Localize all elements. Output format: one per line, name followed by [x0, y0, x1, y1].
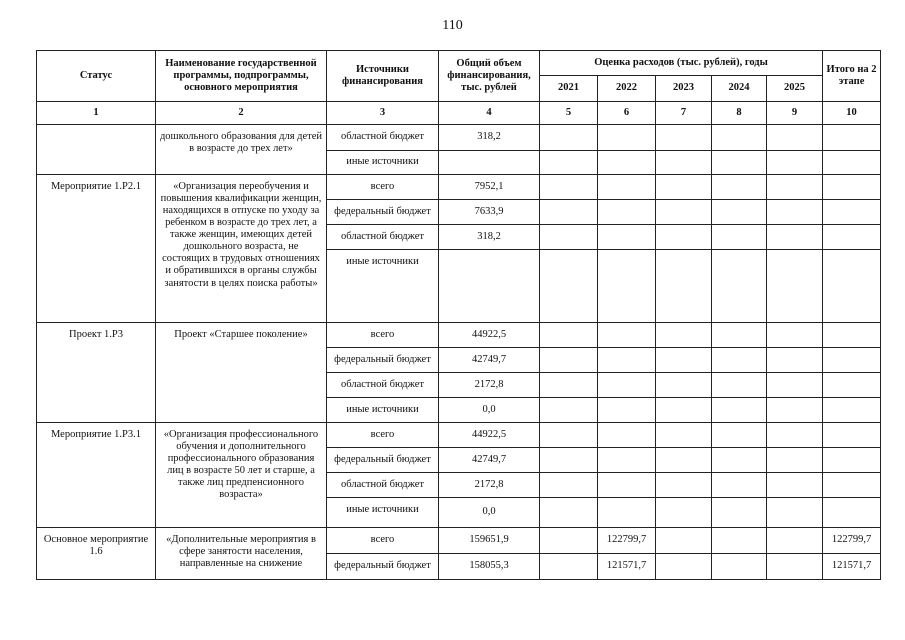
total-value: 159651,9 [439, 528, 540, 554]
total-value: 2172,8 [439, 373, 540, 398]
value-2022: 121571,7 [598, 554, 656, 580]
funding-source: федеральный бюджет [327, 348, 439, 373]
total-value: 44922,5 [439, 423, 540, 448]
value-2022 [598, 398, 656, 423]
funding-source: всего [327, 323, 439, 348]
value-2022 [598, 473, 656, 498]
total-value: 7952,1 [439, 175, 540, 200]
page-number: 110 [442, 18, 463, 33]
funding-source: областной бюджет [327, 225, 439, 250]
column-number: 4 [439, 102, 540, 125]
value-2022 [598, 423, 656, 448]
value-2022 [598, 151, 656, 175]
header-total: Общий объем финансирования, тыс. рублей [439, 51, 540, 102]
row-name: «Дополнительные мероприятия в сфере занятости населения, направленные на снижение [156, 528, 327, 580]
value-2022 [598, 448, 656, 473]
stage-total-value [823, 125, 881, 151]
header-year: 2023 [656, 76, 712, 102]
total-value: 42749,7 [439, 448, 540, 473]
row-name: дошкольного образования для детей в возрасте до трех лет» [156, 125, 327, 175]
funding-source: областной бюджет [327, 125, 439, 151]
total-value [439, 250, 540, 323]
funding-source: иные источники [327, 151, 439, 175]
stage-total-value [823, 373, 881, 398]
stage-total-value [823, 250, 881, 323]
value-2022 [598, 348, 656, 373]
funding-source: всего [327, 423, 439, 448]
funding-source: иные источники [327, 250, 439, 323]
funding-source: иные источники [327, 398, 439, 423]
value-2022 [598, 175, 656, 200]
row-name: Проект «Старшее поколение» [156, 323, 327, 423]
stage-total-value [823, 473, 881, 498]
total-value: 0,0 [439, 498, 540, 528]
stage-total-value [823, 498, 881, 528]
column-number: 1 [37, 102, 156, 125]
column-number: 8 [712, 102, 767, 125]
value-2022 [598, 373, 656, 398]
funding-source: федеральный бюджет [327, 200, 439, 225]
total-value: 318,2 [439, 225, 540, 250]
value-2022: 122799,7 [598, 528, 656, 554]
row-status [37, 125, 156, 175]
header-sources: Источники финансирования [327, 51, 439, 102]
funding-source: всего [327, 528, 439, 554]
stage-total-value [823, 448, 881, 473]
stage-total-value [823, 225, 881, 250]
stage-total-value [823, 151, 881, 175]
header-estimate: Оценка расходов (тыс. рублей), годы [540, 51, 823, 76]
total-value: 158055,3 [439, 554, 540, 580]
stage-total-value [823, 323, 881, 348]
total-value: 2172,8 [439, 473, 540, 498]
stage-total-value: 121571,7 [823, 554, 881, 580]
funding-source: всего [327, 175, 439, 200]
stage-total-value [823, 175, 881, 200]
stage-total-value [823, 348, 881, 373]
stage-total-value [823, 423, 881, 448]
funding-source: федеральный бюджет [327, 448, 439, 473]
column-number: 2 [156, 102, 327, 125]
funding-source: федеральный бюджет [327, 554, 439, 580]
total-value: 44922,5 [439, 323, 540, 348]
row-name: «Организация профессионального обучения и дополнительного профессионального образования лиц в возрасте 50 лет и старше, а также лиц предпенсионного возраста» [156, 423, 327, 528]
row-name: «Организация переобучения и повышения квалификации женщин, находящихся в отпуске по уходу за ребенком в возрасте до трех лет, а также женщин, имеющих детей дошкольного возраста, не состоящих в трудовых отношениях и обратившихся в органы службы занятости в целях поиска работы» [156, 175, 327, 323]
column-number: 10 [823, 102, 881, 125]
row-status: Мероприятие 1.Р2.1 [37, 175, 156, 323]
stage-total-value [823, 398, 881, 423]
column-number: 6 [598, 102, 656, 125]
funding-source: областной бюджет [327, 373, 439, 398]
header-year: 2022 [598, 76, 656, 102]
row-status: Мероприятие 1.Р3.1 [37, 423, 156, 528]
column-number: 9 [767, 102, 823, 125]
total-value [439, 151, 540, 175]
column-number: 7 [656, 102, 712, 125]
total-value: 7633,9 [439, 200, 540, 225]
funding-source: иные источники [327, 498, 439, 528]
row-status: Основное мероприятие 1.6 [37, 528, 156, 580]
budget-table [36, 50, 881, 580]
header-year: 2021 [540, 76, 598, 102]
row-status: Проект 1.Р3 [37, 323, 156, 423]
stage-total-value: 122799,7 [823, 528, 881, 554]
header-name: Наименование государственной программы, подпрограммы, основного мероприятия [156, 51, 327, 102]
column-number: 3 [327, 102, 439, 125]
total-value: 0,0 [439, 398, 540, 423]
column-number: 5 [540, 102, 598, 125]
stage-total-value [823, 200, 881, 225]
value-2022 [598, 200, 656, 225]
header-status: Статус [37, 51, 156, 102]
value-2022 [598, 125, 656, 151]
header-year: 2024 [712, 76, 767, 102]
value-2022 [598, 498, 656, 528]
header-year: 2025 [767, 76, 823, 102]
header-stage-total: Итого на 2 этапе [823, 51, 881, 102]
funding-source: областной бюджет [327, 473, 439, 498]
value-2022 [598, 323, 656, 348]
total-value: 42749,7 [439, 348, 540, 373]
value-2022 [598, 225, 656, 250]
total-value: 318,2 [439, 125, 540, 151]
value-2022 [598, 250, 656, 323]
